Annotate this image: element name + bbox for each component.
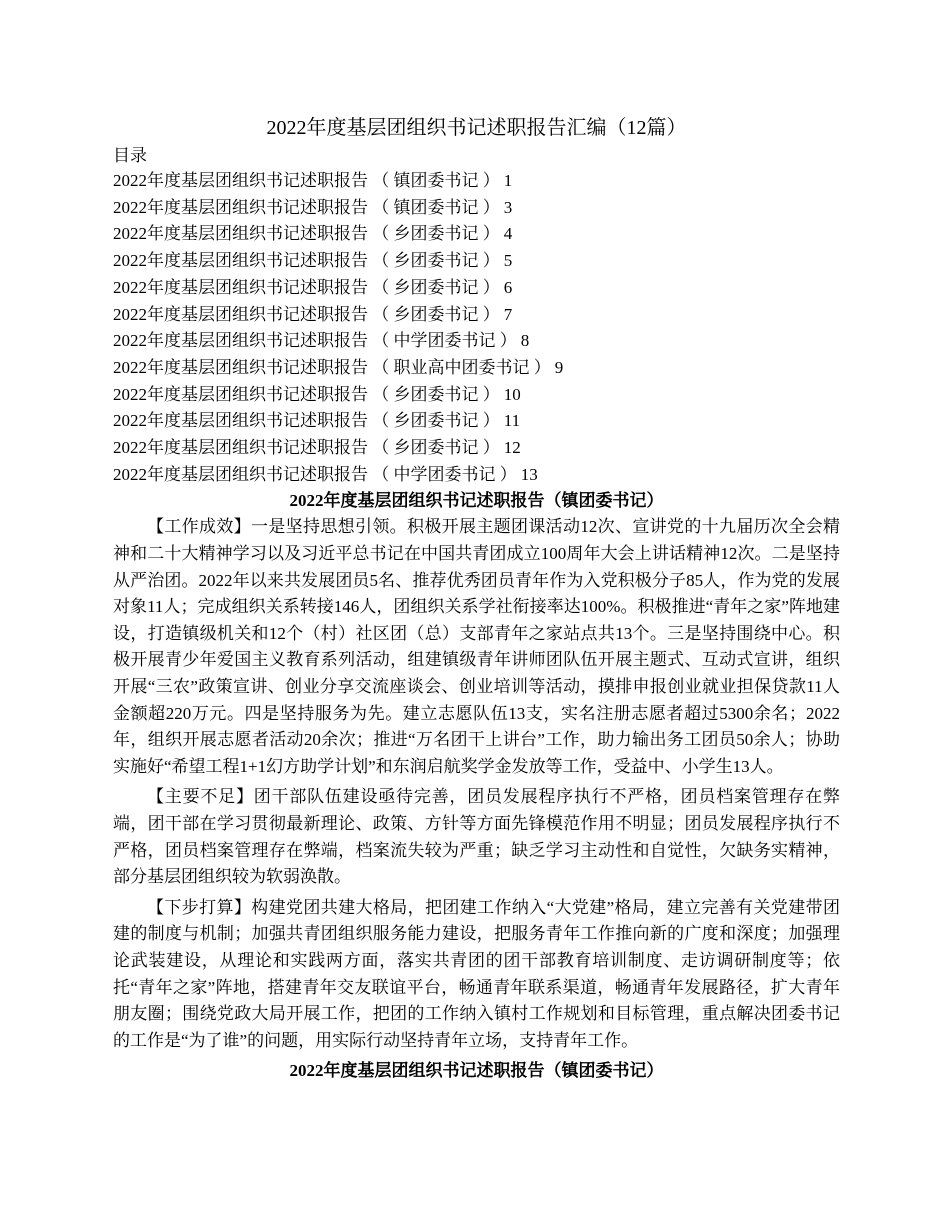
toc-item-page: 13 [520, 464, 538, 484]
toc-item-title: 2022年度基层团组织书记述职报告 （ 中学团委书记 ） [113, 464, 517, 484]
toc-item-title: 2022年度基层团组织书记述职报告 （ 镇团委书记 ） [113, 171, 500, 190]
toc-item[interactable] [113, 408, 840, 435]
toc-item-page: 5 [503, 251, 513, 271]
toc-item-page: 4 [503, 224, 513, 244]
toc-item-page: 8 [520, 331, 530, 351]
toc-item-title: 2022年度基层团组织书记述职报告 （ 乡团委书记 ） [113, 411, 500, 431]
toc-item[interactable] [113, 221, 840, 248]
toc-item[interactable] [113, 462, 840, 489]
toc-item-page: 3 [503, 197, 513, 217]
toc-item[interactable] [113, 195, 840, 222]
paragraph-achievements: 【工作成效】一是坚持思想引领。积极开展主题团课活动12次、宣讲党的十九届历次全会精神和二十大精神学习以及习近平总书记在中国共青团成立100周年大会上讲话精神12次。二是坚持从严治团。2022年以来共发展团员5名、推荐优秀团员青年作为入党积极分子85人，作为党的发展对象11人；完成组织关系转接146人，团组织关系学社衔接率达100%。积极推进“青年之家”阵地建设，打造镇级机关和12个（村）社区团（总）支部青年之家站点共13个。三是坚持围绕中心。积极开展青少年爱国主义教育系列活动，组建镇级青年讲师团队伍开展主题式、互动式宣讲，组织开展“三农”政策宣讲、创业分享交流座谈会、创业培训等活动，摸排申报创业就业担保贷款11人金额超220万元。四是坚持服务为先。建立志愿队伍13支，实名注册志愿者超过5300余名；2022年，组织开展志愿者活动20余次；推进“万名团干上讲台”工作，助力输出务工团员50余人；协助实施好“希望工程1+1幻方助学计划”和东润启航奖学金发放等工作，受益中、小学生13人。 [113, 517, 840, 776]
toc-item-title: 2022年度基层团组织书记述职报告 （ 乡团委书记 ） [113, 277, 500, 297]
toc-item-title: 2022年度基层团组织书记述职报告 （ 镇团委书记 ） [113, 197, 500, 217]
toc-item-page: 6 [503, 277, 513, 297]
toc-item[interactable] [113, 328, 840, 355]
toc-item-title: 2022年度基层团组织书记述职报告 （ 职业高中团委书记 ） [113, 357, 551, 377]
toc-item-page: 7 [503, 304, 513, 324]
toc-item[interactable] [113, 248, 840, 275]
document-title: 2022年度基层团组织书记述职报告汇编（12篇） [266, 117, 687, 139]
document-page [113, 114, 840, 1084]
toc-item[interactable] [113, 382, 840, 409]
toc-item-page: 11 [503, 411, 521, 431]
toc-item[interactable] [113, 435, 840, 462]
toc-item-title: 2022年度基层团组织书记述职报告 （ 乡团委书记 ） [113, 438, 500, 458]
table-of-contents [113, 168, 840, 488]
toc-item[interactable] [113, 302, 840, 329]
toc-item[interactable] [113, 275, 840, 302]
toc-item-page: 10 [503, 384, 521, 404]
section-title: 2022年度基层团组织书记述职报告（镇团委书记） [289, 1061, 664, 1081]
toc-item-page: 1 [503, 171, 513, 190]
toc-item-title: 2022年度基层团组织书记述职报告 （ 乡团委书记 ） [113, 251, 500, 271]
toc-item-title: 2022年度基层团组织书记述职报告 （ 乡团委书记 ） [113, 224, 500, 244]
paragraph-shortcomings: 【主要不足】团干部队伍建设亟待完善，团员发展程序执行不严格，团员档案管理存在弊端，团干部在学习贯彻最新理论、政策、方针等方面先锋模范作用不明显；团员发展程序执行不严格，团员档案管理存在弊端，档案流失较为严重；缺乏学习主动性和自觉性，欠缺务实精神，部分基层团组织较为软弱涣散。 [113, 787, 840, 887]
paragraph-next-steps: 【下步打算】构建党团共建大格局，把团建工作纳入“大党建”格局，建立完善有关党建带团建的制度与机制；加强共青团组织服务能力建设，把服务青年工作推向新的广度和深度；加强理论武装建设，从理论和实践两方面，落实共青团的团干部教育培训制度、走访调研制度等；依托“青年之家”阵地，搭建青年交友联谊平台，畅通青年联系渠道，畅通青年发展路径，扩大青年朋友圈；围绕党政大局开展工作，把团的工作纳入镇村工作规划和目标管理，重点解决团委书记的工作是“为了谁”的问题，用实际行动坚持青年立场，支持青年工作。 [113, 897, 840, 1050]
section-title: 2022年度基层团组织书记述职报告（镇团委书记） [289, 491, 664, 511]
toc-item-title: 2022年度基层团组织书记述职报告 （ 中学团委书记 ） [113, 331, 517, 351]
toc-heading: 目录 [113, 146, 147, 165]
toc-item-title: 2022年度基层团组织书记述职报告 （ 乡团委书记 ） [113, 304, 500, 324]
toc-item-page: 12 [503, 438, 521, 458]
toc-item[interactable] [113, 168, 840, 195]
toc-item[interactable] [113, 355, 840, 382]
toc-item-title: 2022年度基层团组织书记述职报告 （ 乡团委书记 ） [113, 384, 500, 404]
toc-item-page: 9 [554, 357, 564, 377]
